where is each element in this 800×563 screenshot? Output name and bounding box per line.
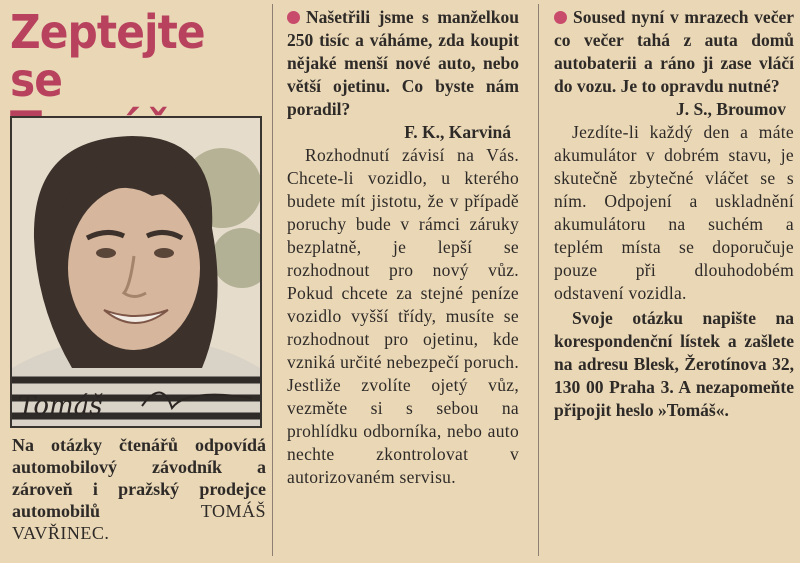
portrait-photo: [10, 116, 262, 428]
column-divider-2: [538, 4, 539, 556]
bullet-icon: [554, 11, 567, 24]
footer-note: Svoje otázku napište na korespondenční lístek a zašlete na adresu Blesk, Žerotínova 32, 130 00 Praha 3. A nezapomeňte připojit heslo »Tomáš«.: [554, 308, 794, 420]
bullet-icon: [287, 11, 300, 24]
intro-caption-text: Na otázky čtenářů odpovídá automobilový závodník a zároveň i pražský prodejce automobilů: [12, 435, 266, 521]
author-name: TOMÁŠ VAVŘINEC.: [12, 501, 266, 543]
question-2: [554, 6, 794, 98]
column-divider-1: [272, 4, 273, 556]
signature-text: Tomáš: [18, 391, 103, 421]
question-2-text: Soused nyní v mrazech večer co večer tahá z auta domů autobaterii a ráno ji zase vláčí do vozu. Je to opravdu nutné?: [554, 7, 794, 96]
question-1: [287, 6, 519, 121]
middle-column: [287, 6, 519, 489]
left-column: [4, 4, 266, 559]
portrait-illustration: [12, 118, 260, 426]
right-column: [554, 6, 794, 422]
answer-1: Rozhodnutí závisí na Vás. Chcete-li vozidlo, u kterého budete mít jistotu, že v případě poruchy bude v rámci záruky bezplatně, je lepší se rozhodnout pro nový vůz. Pokud chcete za stejné peníze vozidlo vyšší třídy, musíte se rozhodnout pro ojetinu, kde vzniká určité nebezpečí poruch. Jestliže zvolíte ojetý vůz, vezměte si s sebou na prohlídku odborníka, nebo auto nechte zkontrolovat v autorizovaném servisu.: [287, 145, 519, 487]
question-2-signature: J. S., Broumov: [675, 99, 786, 119]
question-1-signature: F. K., Karviná: [404, 122, 511, 142]
intro-caption: [12, 434, 266, 544]
answer-2: Jezdíte-li každý den a máte akumulátor v dobrém stavu, je skutečně zbytečné vláčet se s ním. Odpojení a uskladnění akumulátoru na suchém a teplém místa se doporučuje pouze při dlouhodobém odstavení vozidla.: [554, 122, 794, 303]
question-1-text: Našetřili jsme s manželkou 250 tisíc a váháme, zda koupit nějaké menší nové auto, nebo větší ojetinu. Co byste nám poradil?: [287, 7, 519, 119]
title-line-1: Zeptejte se: [10, 5, 205, 107]
